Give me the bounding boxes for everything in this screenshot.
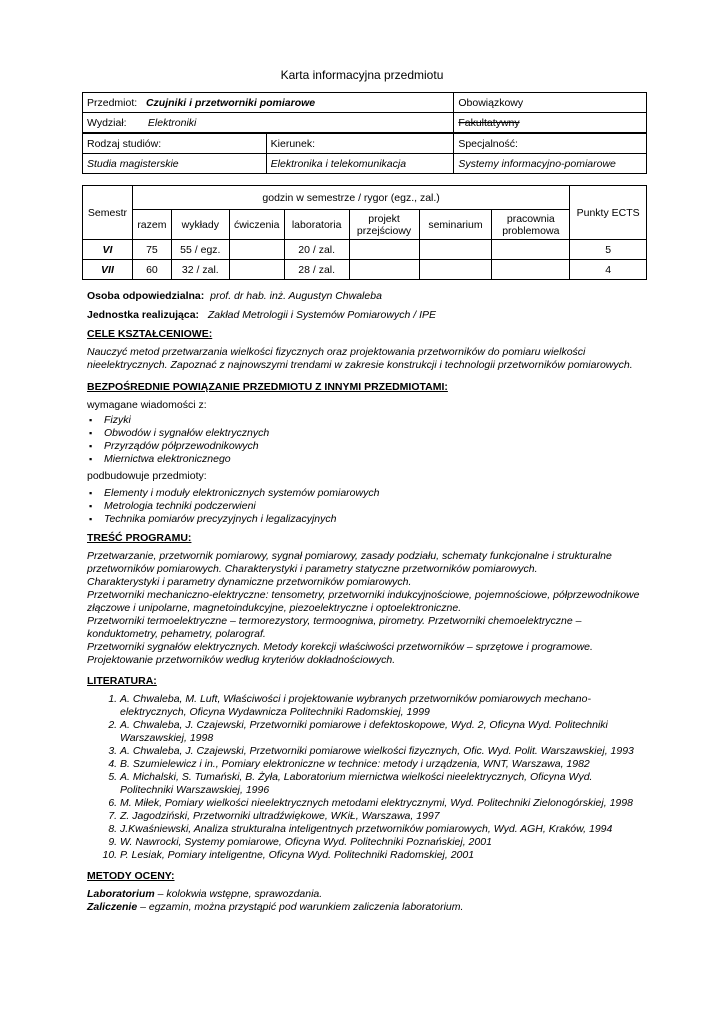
semester-cell: VI: [83, 240, 133, 260]
study-type-value-cell: [83, 154, 267, 174]
subject-cell: [83, 93, 454, 113]
responsible-value: prof. dr hab. inż. Augustyn Chwaleba: [210, 290, 382, 302]
hours-cell: 75: [132, 240, 171, 260]
program-heading: TREŚĆ PROGRAMU:: [87, 532, 192, 544]
assessment-credit: [87, 901, 647, 914]
literature-item: 1. A. Chwaleba, M. Luft, Właściwości i projektowanie wybranych przetworników pomiarowych mechano-elektrycznych, Oficyna Wydawnicza Politechniki Radomskiej, 1999: [120, 693, 647, 719]
hours-cell: [229, 240, 284, 260]
hours-cell: [229, 260, 284, 280]
optional-cell: [454, 113, 647, 134]
faculty-cell: [83, 113, 454, 134]
faculty-value: Elektroniki: [147, 116, 197, 129]
literature-item: 7. Z. Jagodziński, Przetworniki ultradźwiękowe, WKiŁ, Warszawa, 1997: [120, 810, 647, 823]
unit-line: [87, 309, 647, 322]
specialty-label-cell: [454, 133, 647, 154]
content-body: [87, 290, 647, 914]
list-item: ▪ Przyrządów półprzewodnikowych: [104, 440, 647, 453]
direction-value: Elektronika i telekomunikacja: [270, 157, 407, 170]
ects-cell: 5: [570, 240, 647, 260]
hours-cell: [419, 260, 492, 280]
semester-header: Semestr: [83, 186, 133, 240]
list-item: ▪ Elementy i moduły elektronicznych systemów pomiarowych: [104, 487, 647, 500]
program-line: Przetworniki sygnałów elektrycznych. Metody korekcji właściwości przetworników – sprzętowe i programowe.: [87, 641, 593, 653]
program-line: Charakterystyki i parametry dynamiczne przetworników pomiarowych.: [87, 576, 412, 588]
list-item: ▪ Fizyki: [104, 414, 647, 427]
program-line: Przetwarzanie, przetwornik pomiarowy, sygnał pomiarowy, zasady podziału, schematy funkcjonalne i strukturalne przetworników pomiarowych. Charakterystyki i parametry statyczne przetworników pomiarowych.: [87, 550, 612, 575]
hours-cell: 60: [132, 260, 171, 280]
faculty-label: Wydział:: [87, 116, 127, 129]
list-item: ▪ Miernictwa elektronicznego: [104, 453, 647, 466]
lab-text: – kolokwia wstępne, sprawozdania.: [154, 888, 323, 900]
required-list: [87, 414, 647, 466]
hours-cell: 28 / zal.: [284, 260, 349, 280]
hours-cell: [349, 260, 419, 280]
program-line: Projektowanie przetworników według kryteriów dokładnościowych.: [87, 654, 396, 666]
responsible-line: [87, 290, 647, 303]
literature-list: [87, 693, 647, 862]
specialty-value: Systemy informacyjno-pomiarowe: [458, 157, 616, 170]
list-item: ▪ Metrologia techniki podczerwieni: [104, 500, 647, 513]
hours-cell: [492, 240, 570, 260]
literature-item: 5. A. Michalski, S. Tumański, B. Żyła, Laboratorium miernictwa wielkości nieelektrycznych, Oficyna Wyd. Politechniki Warszawskiej, 1996: [120, 771, 647, 797]
study-type-label: Rodzaj studiów:: [87, 137, 162, 150]
assessment-heading: METODY OCENY:: [87, 870, 175, 882]
optional-option: Fakultatywny: [458, 116, 520, 129]
credit-label: Zaliczenie: [87, 901, 138, 913]
direction-label-cell: [266, 133, 454, 154]
basis-list: [87, 487, 647, 526]
ects-cell: 4: [570, 260, 647, 280]
table-row: [83, 240, 647, 260]
specialty-value-cell: [454, 154, 647, 174]
hours-cell: [349, 240, 419, 260]
col-header: pracownia problemowa: [492, 210, 570, 240]
col-header: ćwiczenia: [229, 210, 284, 240]
hours-cell: 55 / egz.: [171, 240, 229, 260]
obligatory-option: Obowiązkowy: [458, 96, 524, 109]
literature-item: 8. J.Kwaśniewski, Analiza strukturalna inteligentnych przetworników pomiarowych, Wyd. AGH, Kraków, 1994: [120, 823, 647, 836]
hours-cell: 20 / zal.: [284, 240, 349, 260]
goals-text: Nauczyć metod przetwarzania wielkości fizycznych oraz projektowania przetworników do pomiaru wielkości nieelektrycznych. Zapoznać z najnowszymi trendami w zakresie konstrukcji i technologii przetworników pomiarowych.: [87, 346, 633, 371]
literature-heading: LITERATURA:: [87, 675, 157, 687]
ects-header: Punkty ECTS: [570, 186, 647, 240]
obligatory-cell: [454, 93, 647, 113]
hours-cell: [419, 240, 492, 260]
hours-group-header: godzin w semestrze / rygor (egz., zal.): [132, 186, 569, 210]
study-type-value: Studia magisterskie: [87, 157, 179, 170]
list-item: ▪ Obwodów i sygnałów elektrycznych: [104, 427, 647, 440]
subject-label: Przedmiot:: [87, 96, 138, 109]
direction-label: Kierunek:: [270, 137, 316, 150]
unit-value: Zakład Metrologii i Systemów Pomiarowych / IPE: [207, 309, 436, 321]
literature-item: 10. P. Lesiak, Pomiary inteligentne, Oficyna Wyd. Politechniki Radomskiej, 2001: [120, 849, 647, 862]
col-header: projekt przejściowy: [349, 210, 419, 240]
specialty-label: Specjalność:: [458, 137, 518, 150]
semester-cell: VII: [83, 260, 133, 280]
literature-item: 3. A. Chwaleba, J. Czajewski, Przetworniki pomiarowe wielkości fizycznych, Ofic. Wyd. Polit. Warszawskiej, 1993: [120, 745, 647, 758]
list-item: ▪ Technika pomiarów precyzyjnych i legalizacyjnych: [104, 513, 647, 526]
col-header: laboratoria: [284, 210, 349, 240]
header-table: [82, 92, 647, 174]
study-type-label-cell: [83, 133, 267, 154]
table-row: [83, 260, 647, 280]
document-title: Karta informacyjna przedmiotu: [280, 68, 444, 82]
literature-item: 4. B. Szumielewicz i in., Pomiary elektroniczne w technice: metody i urządzenia, WNT, Warszawa, 1982: [120, 758, 647, 771]
lab-label: Laboratorium: [87, 888, 155, 900]
hours-table: [82, 185, 647, 280]
col-header: wykłady: [171, 210, 229, 240]
literature-item: 9. W. Nawrocki, Systemy pomiarowe, Oficyna Wyd. Politechniki Poznańskiej, 2001: [120, 836, 647, 849]
hours-cell: 32 / zal.: [171, 260, 229, 280]
relations-heading: BEZPOŚREDNIE POWIĄZANIE PRZEDMIOTU Z INNYMI PRZEDMIOTAMI:: [87, 381, 448, 393]
direction-value-cell: [266, 154, 454, 174]
col-header: razem: [132, 210, 171, 240]
literature-item: 6. M. Miłek, Pomiary wielkości nieelektrycznych metodami elektrycznymi, Wyd. Politechniki Zielonogórskiej, 1998: [120, 797, 647, 810]
subject-value: Czujniki i przetworniki pomiarowe: [145, 96, 316, 109]
program-line: Przetworniki mechaniczno-elektryczne: tensometry, przetworniki indukcyjnościowe, pojemnościowe, półprzewodnikowe złączowe i unipolarne, magnetoindukcyjne, piezoelektryczne i optoelektroniczne.: [87, 589, 640, 614]
goals-heading: CELE KSZTAŁCENIOWE:: [87, 328, 213, 340]
hours-cell: [492, 260, 570, 280]
required-label: wymagane wiadomości z:: [87, 399, 207, 411]
program-line: Przetworniki termoelektryczne – termorezystory, termoogniwa, pirometry. Przetworniki chemoelektryczne – konduktometry, pehametry, polarograf.: [87, 615, 582, 640]
assessment-lab: [87, 888, 647, 901]
literature-item: 2. A. Chwaleba, J. Czajewski, Przetworniki pomiarowe i defektoskopowe, Wyd. 2, Oficyna Wyd. Politechniki Warszawskiej, 1998: [120, 719, 647, 745]
basis-label: podbudowuje przedmioty:: [87, 470, 207, 482]
col-header: seminarium: [419, 210, 492, 240]
credit-text: – egzamin, można przystąpić pod warunkiem zaliczenia laboratorium.: [137, 901, 464, 913]
unit-label: Jednostka realizująca:: [87, 309, 200, 321]
responsible-label: Osoba odpowiedzialna:: [87, 290, 205, 302]
